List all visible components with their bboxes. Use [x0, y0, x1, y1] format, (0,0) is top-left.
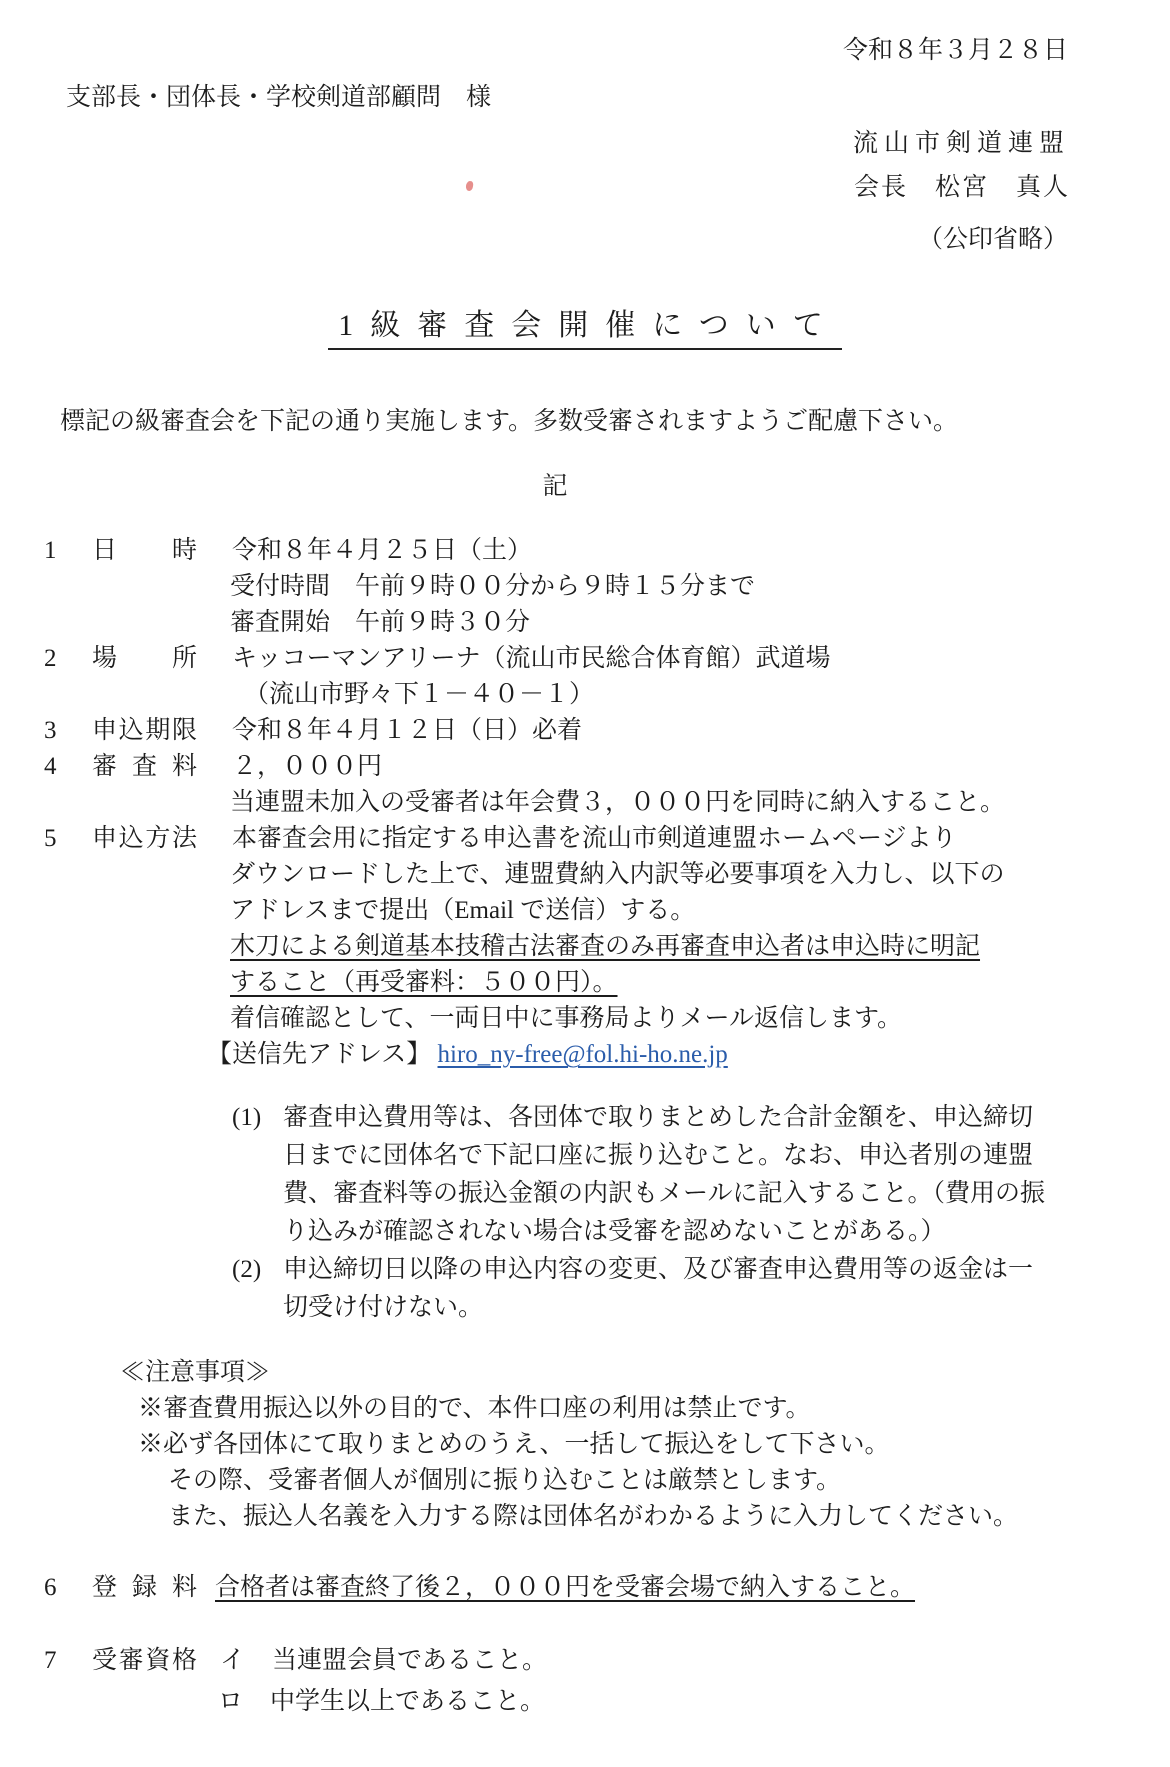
item-5-line-6: 着信確認として、一両日中に事務局よりメール返信します。 — [230, 1005, 903, 1032]
item-1-row — [0, 533, 1170, 569]
note-line-3: その際、受審者個人が個別に振り込むことは厳禁とします。 — [168, 1467, 842, 1494]
record-mark: 記 — [542, 473, 568, 500]
item-7-label: 受審資格 — [92, 1647, 197, 1674]
recipient-line: 支部長・団体長・学校剣道部顧問 様 — [66, 84, 492, 111]
sub-item-2 — [0, 1251, 1170, 1327]
item-4-line-2: 当連盟未加入の受審者は年会費３，０００円を同時に納入すること。 — [230, 789, 1006, 816]
item-6-number: 6 — [44, 1574, 57, 1601]
note-line-2: ※必ず各団体にて取りまとめのうえ、一括して振込をして下さい。 — [138, 1431, 890, 1458]
sub-item-1-text: 審査申込費用等は、各団体で取りまとめした合計金額を、申込締切 日までに団体名で下記口座に振り込むこと。なお、申込者別の連盟 費、審査料等の振込金額の内訳もメールに記入すること。（費用の振 り込みが確認されない場合は受審を認めないことがある。） — [283, 1104, 1046, 1245]
item-7-entry-1-text: 当連盟会員であること。 — [272, 1647, 548, 1674]
sub-item-2-marker: (2) — [232, 1256, 262, 1283]
notes-title: ≪注意事項≫ — [120, 1359, 271, 1386]
document-title: 1級審査会開催について — [328, 308, 841, 350]
sub-item-2-text: 申込締切日以降の申込内容の変更、及び審査申込費用等の返金は一 切受け付けない。 — [283, 1256, 1034, 1321]
item-7-number: 7 — [44, 1647, 57, 1674]
item-6-row — [0, 1570, 1170, 1606]
item-5-row — [0, 821, 1170, 857]
item-5-address-line — [0, 1037, 1170, 1073]
note-line-1: ※審査費用振込以外の目的で、本件口座の利用は禁止です。 — [138, 1395, 811, 1422]
title-row — [0, 308, 1170, 350]
item-2-line-1: キッコーマンアリーナ（流山市民総合体育館）武道場 — [232, 645, 831, 672]
item-6-line-underlined: 合格者は審査終了後２，０００円を受審会場で納入すること。 — [215, 1574, 916, 1601]
item-3-row — [0, 713, 1170, 749]
email-link[interactable]: hiro_ny-free@fol.hi-ho.ne.jp — [437, 1041, 728, 1068]
sub-item-1-marker: (1) — [232, 1104, 262, 1131]
notes-section — [0, 1355, 1170, 1535]
item-3-line-1: 令和８年４月１２日（日）必着 — [232, 717, 583, 744]
sender-president: 会長 松宮 真人 — [853, 174, 1070, 201]
item-3-number: 3 — [44, 717, 57, 744]
item-5-line-1: 本審査会用に指定する申込書を流山市剣道連盟ホームページより — [232, 825, 957, 852]
item-3-label: 申込期限 — [92, 717, 197, 744]
item-5-number: 5 — [44, 825, 57, 852]
item-2-number: 2 — [44, 645, 57, 672]
item-5-line-2: ダウンロードした上で、連盟費納入内訳等必要事項を入力し、以下の — [230, 861, 1005, 888]
item-2-label: 場所 — [92, 645, 197, 672]
item-1-number: 1 — [44, 537, 57, 564]
item-7-entry-2-row — [0, 1681, 1170, 1722]
item-4-line-1: ２，０００円 — [232, 753, 383, 780]
item-2-line-2: （流山市野々下１－４０－１） — [244, 681, 595, 708]
item-4-number: 4 — [44, 753, 57, 780]
items-list — [0, 533, 1170, 1722]
item-1-line-1: 令和８年４月２５日（土） — [232, 537, 533, 564]
sub-items — [0, 1099, 1170, 1327]
item-5-line-4-underlined: 木刀による剣道基本技稽古法審査のみ再審査申込者は申込時に明記 — [230, 933, 981, 960]
item-5-line-5-underlined: すること（再受審料：５００円）。 — [230, 969, 618, 996]
item-4-label: 審査料 — [92, 753, 197, 780]
item-7-entry-1-marker: イ — [220, 1647, 246, 1674]
item-1-label: 日時 — [92, 537, 197, 564]
item-2-row — [0, 641, 1170, 677]
item-4-row — [0, 749, 1170, 785]
item-5-label: 申込方法 — [92, 825, 197, 852]
item-5-line-3: アドレスまで提出（Email で送信）する。 — [230, 897, 696, 924]
item-1-line-3: 審査開始 午前９時３０分 — [230, 609, 531, 636]
item-7-row — [0, 1640, 1170, 1681]
item-1-line-2: 受付時間 午前９時００分から９時１５分まで — [230, 573, 756, 600]
intro-paragraph: 標記の級審査会を下記の通り実施します。多数受審されますようご配慮下さい。 — [60, 408, 959, 435]
item-6-label: 登録料 — [92, 1574, 197, 1601]
note-line-4: また、振込人名義を入力する際は団体名がわかるように入力してください。 — [168, 1503, 1019, 1530]
document-date: 令和８年３月２８日 — [842, 37, 1068, 64]
sub-item-1 — [0, 1099, 1170, 1251]
send-address-label: 【送信先アドレス】 — [207, 1041, 432, 1068]
item-7-entry-2-text: 中学生以上であること。 — [270, 1688, 546, 1715]
seal-omitted-note: （公印省略） — [917, 226, 1068, 253]
sender-organization: 流山市剣道連盟 — [852, 130, 1070, 157]
item-7-entry-2-marker: ロ — [218, 1688, 244, 1715]
